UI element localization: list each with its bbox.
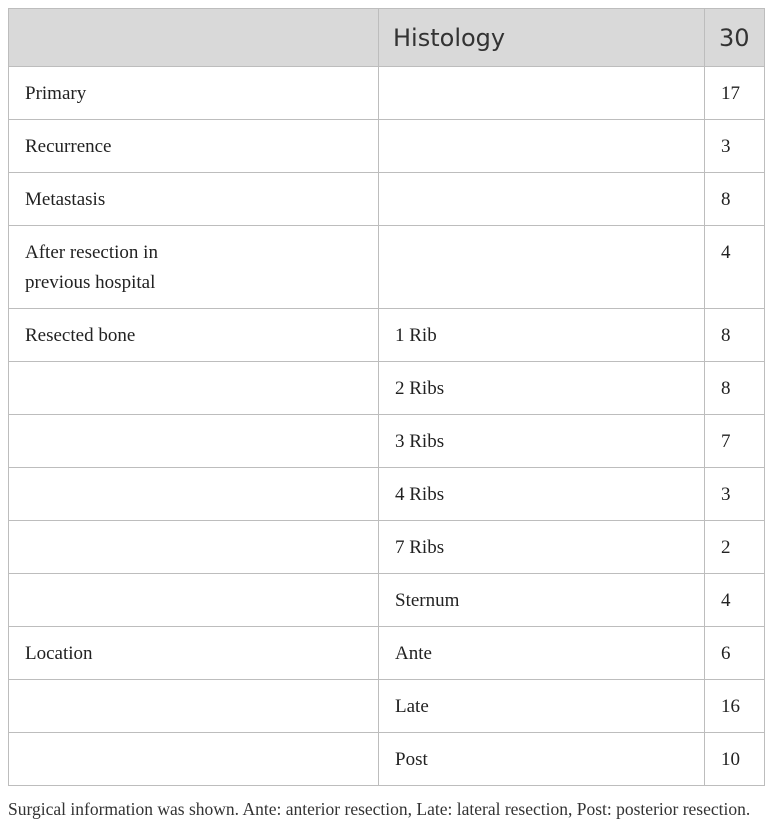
row-label: [9, 362, 379, 415]
row-label: [9, 415, 379, 468]
table-row: [9, 733, 765, 786]
table-row: [9, 680, 765, 733]
row-detail: Sternum: [379, 574, 705, 627]
table-row: [9, 415, 765, 468]
row-count: 16: [705, 680, 765, 733]
table-row: [9, 362, 765, 415]
table-row: [9, 173, 765, 226]
table-row: [9, 309, 765, 362]
row-label: [9, 468, 379, 521]
row-count: 4: [705, 226, 765, 309]
table-row: [9, 574, 765, 627]
table-header-row: [9, 9, 765, 67]
table-row: [9, 226, 765, 309]
row-detail: [379, 67, 705, 120]
row-detail: 2 Ribs: [379, 362, 705, 415]
row-detail: 4 Ribs: [379, 468, 705, 521]
row-count: 8: [705, 362, 765, 415]
row-label: [9, 733, 379, 786]
row-detail: [379, 120, 705, 173]
row-count: 8: [705, 309, 765, 362]
table-row: [9, 120, 765, 173]
row-label: [9, 574, 379, 627]
table-container: [8, 8, 764, 822]
row-detail: Ante: [379, 627, 705, 680]
row-label: Location: [9, 627, 379, 680]
row-label: Resected bone: [9, 309, 379, 362]
row-label: After resection in previous hospital: [9, 226, 379, 309]
row-count: 6: [705, 627, 765, 680]
header-cell-count: 30: [705, 9, 765, 67]
header-cell-empty: [9, 9, 379, 67]
row-count: 2: [705, 521, 765, 574]
row-label: [9, 680, 379, 733]
table-row: [9, 468, 765, 521]
header-cell-histology: Histology: [379, 9, 705, 67]
row-count: 7: [705, 415, 765, 468]
table-row: [9, 521, 765, 574]
row-count: 3: [705, 120, 765, 173]
table-row: [9, 67, 765, 120]
row-count: 17: [705, 67, 765, 120]
row-detail: Post: [379, 733, 705, 786]
row-count: 8: [705, 173, 765, 226]
row-count: 4: [705, 574, 765, 627]
row-detail: 3 Ribs: [379, 415, 705, 468]
table-row: [9, 627, 765, 680]
table-caption: Surgical information was shown. Ante: anterior resection, Late: lateral resection, Post: posterior resection.: [8, 799, 751, 819]
row-label: [9, 521, 379, 574]
row-count: 10: [705, 733, 765, 786]
row-label: Metastasis: [9, 173, 379, 226]
row-detail: Late: [379, 680, 705, 733]
surgical-info-table: [8, 8, 765, 786]
row-label: Recurrence: [9, 120, 379, 173]
row-label: Primary: [9, 67, 379, 120]
row-detail: 1 Rib: [379, 309, 705, 362]
row-detail: [379, 226, 705, 309]
row-detail: 7 Ribs: [379, 521, 705, 574]
row-count: 3: [705, 468, 765, 521]
row-detail: [379, 173, 705, 226]
